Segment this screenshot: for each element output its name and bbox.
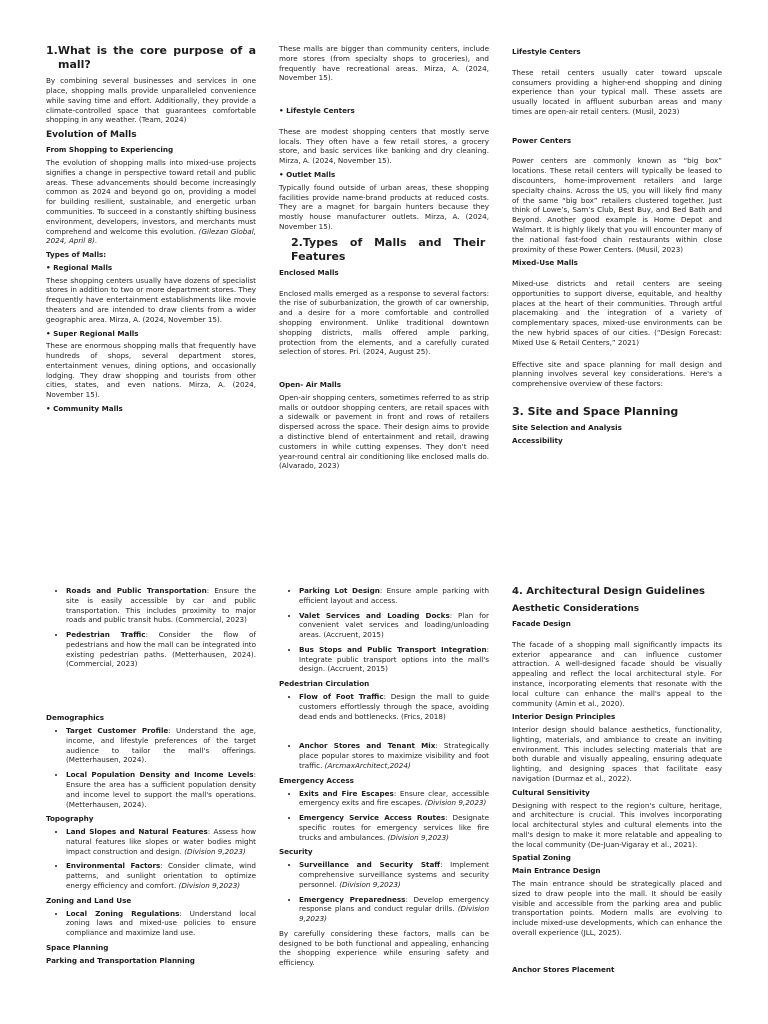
- evolution-paragraph: [46, 158, 256, 246]
- emergency-list: [279, 789, 489, 843]
- list-item-citation: (Division 9,2023): [184, 846, 246, 856]
- list-item-text: : Plan for convenient valet services and loading/unloading areas. (Accruent, 2015): [299, 610, 489, 640]
- security-heading: Security: [279, 847, 313, 857]
- list-item-text: : Understand the age, income, and lifestyle preferences of the target audience to tailor the mall's offerings. (Metterhausen, 2024).: [66, 726, 256, 765]
- list-item-title: Surveillance and Security Staff: [299, 860, 441, 870]
- list-item-title: Flow of Foot Traffic: [299, 692, 384, 702]
- bottom-column-3: [512, 586, 722, 977]
- main-entrance-paragraph: The main entrance should be strategically placed and sized to draw people into the mall. It should be easily visible and accessible from the parking area and public transportation points. Modern malls are evolving to include mixed-use developments, which can enhance the overall experience (JLL, 2025).: [512, 879, 722, 937]
- mixed-use-malls-heading: Mixed-Use Malls: [512, 258, 578, 268]
- list-item: [299, 895, 489, 924]
- list-item: [299, 692, 489, 721]
- site-space-planning-heading: 3. Site and Space Planning: [512, 404, 679, 418]
- list-item: [299, 586, 489, 606]
- list-item: [66, 909, 256, 938]
- cultural-sensitivity-heading: Cultural Sensitivity: [512, 787, 590, 797]
- interior-design-paragraph: Interior design should balance aesthetics, functionality, lighting, materials, and ambiance to create an inviting environment. This includes selecting materials that are both durable and visually appealing, ensuring adequate lighting, and designing spaces that facilitate easy navigation (Durmaz et al., 2022).: [512, 725, 722, 783]
- list-item-title: Environmental Factors: [66, 861, 161, 871]
- list-item-title: Land Slopes and Natural Features: [66, 827, 208, 837]
- list-item-text: : Consider climate, wind patterns, and sunlight orientation to optimize energy efficiency and comfort.: [66, 861, 256, 890]
- list-item-text: : Designate specific routes for emergency services like fire trucks and ambulances.: [299, 813, 490, 842]
- mixed-use-malls-paragraph: Mixed-use districts and retail centers are seeing opportunities to support diverse, equitable, and healthy places at the heart of their communities. Through artful placemaking and the integration of a variety of complementary spaces, mixed-use environments can be the new hybrid spaces of our cities. (“Design Forecast: Mixed Use & Retail Centers,” 2021): [512, 279, 722, 347]
- list-item-citation: (Division 9,2023): [299, 904, 489, 924]
- list-item-citation: (Division 9,2023): [339, 879, 401, 889]
- list-item-text: : Ensure the site is easily accessible by car and public transportation. This includes proximity to major roads and public transit hubs. (Commercial, 2023): [66, 586, 256, 625]
- lifestyle-centers-heading: Lifestyle Centers: [512, 47, 581, 56]
- list-item-text: : Develop emergency response plans and conduct regular drills.: [299, 894, 489, 914]
- space-planning-heading: Space Planning: [46, 942, 109, 952]
- list-item-title: Target Customer Profile: [66, 726, 169, 736]
- list-item-text: : Ensure clear, accessible emergency exits and fire escapes.: [299, 788, 489, 808]
- regional-malls-paragraph: These shopping centers usually have dozens of specialist stores in addition to two or more department stores. They frequently have entertainment establishments like movie theaters and are intended to draw clients from a wider geographic area. Mirza, A. (2024, November 15).: [46, 275, 256, 324]
- pedestrian-list: [279, 692, 489, 771]
- list-item-text: : Design the mall to guide customers effortlessly through the space, avoiding dead ends and bottlenecks. (Frics, 2018): [299, 692, 489, 721]
- list-item-text: : Strategically place popular stores to maximize visibility and foot traffic.: [299, 741, 489, 770]
- power-centers-paragraph: Power centers are commonly known as “big box” locations. These retail centers will typically be leased to discounters, home-improvement retailers and large specialty chains. Across the US, you will likely find many of the same “big box” retailers clustered together. Just think of Lowe’s, Sam’s Club, Best Buy, and Bed Bath and Beyond. Another good example is Home Depot and Walmart. It is highly likely that you will encounter many of the national fast-food chain restaurants within close proximity of these Power Centers. (Musil, 2023): [512, 156, 722, 254]
- lifestyle-centers-bullet-paragraph: These are modest shopping centers that mostly serve locals. They often have a few retail stores, a grocery store, and basic services like banking and dry cleaning. Mirza, A. (2024, November 15).: [279, 126, 489, 166]
- list-item-text: : Ensure the area has a sufficient population density and income level to support the mall's operations. (Metterhausen, 2024).: [66, 770, 256, 809]
- list-item-title: Pedestrian Traffic: [66, 630, 146, 640]
- evolution-heading: Evolution of Malls: [46, 130, 137, 141]
- lifestyle-centers-paragraph: These retail centers usually cater toward upscale consumers providing a higher-end shopping and dining experience than your typical mall. These assets are usually located in affluent suburban areas and many times are open-air retail centers. (Musil, 2023): [512, 67, 722, 116]
- core-purpose-paragraph: By combining several businesses and services in one place, shopping malls provide unparalleled convenience while saving time and effort. Additionally, they provide a climate-controlled space that guarantees comfortable shopping in any weather. (Team, 2024): [46, 76, 256, 125]
- power-centers-heading: Power Centers: [512, 135, 572, 145]
- interior-design-heading: Interior Design Principles: [512, 712, 616, 722]
- topography-list: [46, 827, 256, 891]
- list-item: [66, 586, 256, 625]
- emergency-access-heading: Emergency Access: [279, 775, 354, 785]
- closing-paragraph: By carefully considering these factors, malls can be designed to be both functional and appealing, enhancing the shopping experience while ensuring safety and efficiency.: [279, 928, 489, 968]
- effective-planning-paragraph: Effective site and space planning for mall design and planning involves several key considerations. Here's a comprehensive overview of these factors:: [512, 359, 722, 389]
- demographics-list: [46, 726, 256, 809]
- demographics-heading: Demographics: [46, 713, 105, 723]
- bottom-column-2: [279, 586, 489, 972]
- lifestyle-centers-bullet-heading: • Lifestyle Centers: [279, 106, 355, 116]
- facade-design-paragraph: The facade of a shopping mall significantly impacts its exterior appearance and can influence customer attraction. A well-designed facade should be visually appealing and reflect the local architectural style. For instance, incorporating elements that resonate with the local culture can enhance the mall's appeal to the community (Amin et al., 2020).: [512, 639, 722, 708]
- top-column-2: [279, 44, 489, 475]
- list-item: [66, 861, 256, 890]
- list-item: [299, 860, 489, 889]
- list-item-text: : Consider the flow of pedestrians and how the mall can be integrated into existing pedestrian paths. (Metterhausen, 2024). (Commercial, 2023): [66, 630, 256, 669]
- site-selection-heading: Site Selection and Analysis: [512, 422, 622, 432]
- zoning-list: [46, 909, 256, 938]
- list-item: [66, 827, 256, 856]
- core-purpose-heading: 1.What is the core purpose of a mall?: [46, 44, 256, 72]
- evolution-citation: (Gilezan Global, 2024, April 8).: [46, 226, 256, 246]
- zoning-heading: Zoning and Land Use: [46, 895, 132, 905]
- enclosed-malls-heading: Enclosed Malls: [279, 267, 339, 277]
- list-item: [66, 726, 256, 765]
- aesthetic-considerations-heading: Aesthetic Considerations: [512, 603, 640, 614]
- list-item-text: : Integrate public transport options into the mall's design. (Accruent, 2015): [299, 644, 489, 674]
- evolution-text: The evolution of shopping malls into mixed-use projects signifies a change in perspective toward retail and public areas. These advancements should become increasingly common as 2024 and beyond go on, providing a model for building resilient, sustainable, and energetic urban communities. To succeed in a constantly shifting business environment, developers, investors, and merchants must comprehend and welcome this evolution.: [46, 158, 256, 236]
- super-regional-paragraph: These are enormous shopping malls that frequently have hundreds of shops, several department stores, entertainment venues, dining options, and occasionally lodging. They draw shopping and tourists from other cities, states, and even nations. Mirza, A. (2024, November 15).: [46, 341, 256, 400]
- super-regional-heading: • Super Regional Malls: [46, 328, 139, 338]
- top-column-3: [512, 44, 722, 449]
- list-item-text: : Ensure ample parking with efficient layout and access.: [299, 586, 490, 605]
- list-item-title: Exits and Fire Escapes: [299, 788, 394, 798]
- list-item-title: Valet Services and Loading Docks: [299, 610, 450, 620]
- list-item-title: Parking Lot Design: [299, 586, 380, 595]
- list-item-citation: (ArcmaxArchitect,2024): [324, 760, 411, 770]
- topography-heading: Topography: [46, 814, 94, 824]
- list-item-title: Anchor Stores and Tenant Mix: [299, 741, 436, 751]
- list-item: [299, 789, 489, 809]
- from-shopping-heading: From Shopping to Experiencing: [46, 145, 174, 155]
- spatial-zoning-heading: Spatial Zoning: [512, 853, 571, 863]
- accessibility-list: [46, 586, 256, 669]
- list-item-title: Local Zoning Regulations: [66, 908, 180, 918]
- enclosed-malls-paragraph: Enclosed malls emerged as a response to several factors: the rise of suburbanization, the growth of car ownership, and a desire for a more comfortable and controlled shopping environment. Unlike traditional downtown shopping districts, malls offered ample parking, protection from the elements, and a carefully curated selection of stores. Pri. (2024, August 25).: [279, 288, 489, 357]
- parking-transport-heading: Parking and Transportation Planning: [46, 955, 195, 965]
- bottom-column-1: [46, 586, 256, 968]
- list-item-title: Local Population Density and Income Levels: [66, 770, 254, 780]
- list-item-text: : Assess how natural features like slopes or water bodies might impact construction and design.: [66, 827, 257, 856]
- list-item-citation: (Division 9,2023): [424, 798, 487, 808]
- outlet-malls-paragraph: Typically found outside of urban areas, these shopping facilities provide name-brand products at reduced costs. They are a magnet for bargain hunters because they mostly house manufacturer outlets. Mirza, A. (2024, November 15).: [279, 182, 489, 231]
- list-item-text: : Implement comprehensive surveillance systems and security personnel.: [299, 860, 490, 889]
- list-item-title: Emergency Preparedness: [299, 894, 406, 904]
- list-item-title: Roads and Public Transportation: [66, 586, 207, 595]
- list-item-citation: (Division 9,2023): [387, 832, 449, 842]
- pedestrian-circulation-heading: Pedestrian Circulation: [279, 679, 370, 689]
- main-entrance-heading: Main Entrance Design: [512, 866, 601, 876]
- list-item: [66, 630, 256, 669]
- list-item: [66, 770, 256, 809]
- regional-malls-heading: • Regional Malls: [46, 262, 113, 272]
- list-item: [299, 741, 489, 770]
- accessibility-heading: Accessibility: [512, 435, 563, 445]
- types-of-malls-heading: Types of Malls:: [46, 250, 107, 260]
- top-column-1: [46, 44, 256, 417]
- list-item-title: Emergency Service Access Routes: [299, 813, 446, 823]
- cultural-sensitivity-paragraph: Designing with respect to the region's culture, heritage, and architecture is crucial. This involves incorporating local architectural styles and cultural elements into the mall's design to make it more relatable and appealing to the local community (De-Juan-Vigaray et al., 2021).: [512, 800, 722, 849]
- community-malls-paragraph: These malls are bigger than community centers, include more stores (from specialty shops to groceries), and frequently have recreational areas. Mirza, A. (2024, November 15).: [279, 44, 489, 83]
- parking-list: [279, 586, 489, 674]
- facade-design-heading: Facade Design: [512, 619, 571, 629]
- list-item: [299, 645, 489, 674]
- list-item: [299, 813, 489, 842]
- architectural-guidelines-heading: 4. Architectural Design Guidelines: [512, 586, 705, 597]
- list-item-text: : Understand local zoning laws and mixed-use policies to ensure compliance and maximize land use.: [66, 908, 256, 938]
- list-item: [299, 611, 489, 640]
- open-air-malls-heading: Open- Air Malls: [279, 380, 342, 390]
- list-item-title: Bus Stops and Public Transport Integration: [299, 644, 487, 654]
- community-malls-heading: • Community Malls: [46, 404, 123, 414]
- outlet-malls-heading: • Outlet Malls: [279, 170, 336, 180]
- security-list: [279, 860, 489, 924]
- types-features-heading: 2.Types of Malls and Their Features: [291, 235, 486, 263]
- open-air-malls-paragraph: Open-air shopping centers, sometimes referred to as strip malls or outdoor shopping centers, are retail spaces with a sidewalk or pavement in front and rows of retailers dispersed across the space. Their design aims to provide a distinctive blend of entertainment and retail, drawing customers in while cutting expenses. They don't need year-round central air conditioning like enclosed malls do. (Alvarado, 2023): [279, 392, 489, 471]
- list-item-citation: (Division 9,2023): [178, 880, 241, 890]
- anchor-stores-heading: Anchor Stores Placement: [512, 964, 615, 974]
